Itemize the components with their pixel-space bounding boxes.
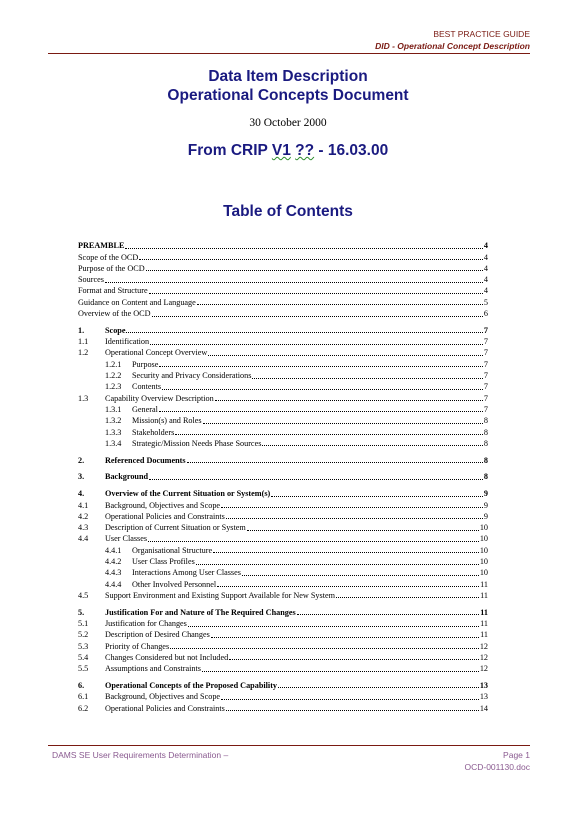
footer-project-label: DAMS SE User Requirements Determination – <box>52 750 229 760</box>
toc-entry-number: 4.5 <box>78 590 89 600</box>
toc-entry-page: 14 <box>479 703 488 713</box>
toc-entry-page: 7 <box>483 348 488 358</box>
toc-entry-number: 1.3.1 <box>105 404 122 414</box>
toc-entry[interactable] <box>78 618 488 629</box>
toc-entry-page: 13 <box>479 680 488 690</box>
toc-entry-title: Sources <box>78 275 104 285</box>
toc-entry[interactable] <box>78 336 488 347</box>
toc-entry-page: 11 <box>480 619 488 628</box>
toc-dot-leader <box>215 399 483 401</box>
toc-entry-title: Referenced Documents <box>105 455 186 465</box>
toc-entry[interactable] <box>78 415 488 426</box>
toc-entry-page: 7 <box>483 325 488 335</box>
toc-entry-number: 5.5 <box>78 664 89 674</box>
toc-entry[interactable] <box>78 251 488 262</box>
toc-entry-page: 10 <box>479 557 488 567</box>
toc-entry-number: 5.3 <box>78 641 89 651</box>
toc-entry-title: Guidance on Content and Language <box>78 297 196 307</box>
toc-entry[interactable] <box>78 358 488 369</box>
toc-entry-page: 7 <box>483 382 488 392</box>
toc-entry-number: 4.2 <box>78 511 89 521</box>
source-version-heading <box>0 142 576 160</box>
toc-entry[interactable] <box>78 240 488 251</box>
toc-entry-number: 4.4.2 <box>105 557 122 567</box>
toc-entry-page: 13 <box>479 692 488 702</box>
toc-entry-title: Operational Concept Overview <box>105 348 208 358</box>
toc-entry-page: 4 <box>483 275 488 285</box>
toc-entry-number: 1.3.2 <box>105 416 122 426</box>
toc-entry-number: 5.1 <box>78 619 89 628</box>
toc-entry-title: Priority of Changes <box>105 641 170 651</box>
toc-entry-title: Purpose of the OCD <box>78 263 145 273</box>
toc-entry-page: 4 <box>483 263 488 273</box>
toc-entry-page: 7 <box>483 404 488 414</box>
toc-dot-leader <box>226 709 479 711</box>
toc-entry[interactable] <box>78 325 488 336</box>
toc-entry[interactable] <box>78 590 488 601</box>
toc-entry[interactable] <box>78 578 488 589</box>
toc-entry-page: 10 <box>479 523 488 533</box>
toc-entry[interactable] <box>78 606 488 617</box>
toc-entry[interactable] <box>78 544 488 555</box>
toc-entry-title: Stakeholders <box>132 427 175 437</box>
toc-entry-title: Scope of the OCD <box>78 252 139 262</box>
toc-entry-title: Security and Privacy Considerations <box>132 371 252 381</box>
toc-dot-leader <box>188 625 479 627</box>
toc-entry-title: Background, Objectives and Scope <box>105 500 221 510</box>
toc-entry[interactable] <box>78 370 488 381</box>
footer-filename: OCD-001130.doc <box>464 762 530 772</box>
toc-entry[interactable] <box>78 629 488 640</box>
toc-entry[interactable] <box>78 511 488 522</box>
toc-entry[interactable] <box>78 691 488 702</box>
toc-entry-number: 5. <box>78 607 85 617</box>
toc-entry-title: Support Environment and Existing Support Available for New System <box>105 590 335 600</box>
toc-dot-leader <box>229 658 479 660</box>
toc-dot-leader <box>148 540 479 542</box>
toc-entry[interactable] <box>78 680 488 691</box>
toc-dot-leader <box>262 444 483 446</box>
toc-entry-title: Strategic/Mission Needs Phase Sources <box>132 438 262 448</box>
toc-entry-number: 4.1 <box>78 500 89 510</box>
toc-entry[interactable] <box>78 567 488 578</box>
toc-entry[interactable] <box>78 499 488 510</box>
toc-entry[interactable] <box>78 488 488 499</box>
document-subtitle: Operational Concepts Document <box>167 87 409 104</box>
version-spellcheck-word: V1 <box>271 142 291 159</box>
toc-entry-number: 4.3 <box>78 523 89 533</box>
toc-entry-title: Scope <box>105 325 126 335</box>
toc-entry-title: Operational Policies and Constraints <box>105 511 225 521</box>
toc-dot-leader <box>196 563 479 565</box>
toc-dot-leader <box>213 551 479 553</box>
toc-entry-page: 11 <box>480 607 488 617</box>
toc-entry-page: 7 <box>483 337 488 347</box>
toc-entry-title: Overview of the OCD <box>78 309 151 319</box>
toc-dot-leader <box>105 281 483 283</box>
toc-entry-title: Mission(s) and Roles <box>132 416 202 426</box>
toc-entry-page: 11 <box>480 630 488 640</box>
toc-entry-title: Interactions Among User Classes <box>132 568 241 578</box>
toc-entry-page: 8 <box>483 416 488 426</box>
toc-entry-number: 1. <box>78 325 85 335</box>
toc-entry-page: 4 <box>483 252 488 262</box>
table-of-contents <box>78 240 488 714</box>
toc-dot-leader <box>162 388 483 390</box>
toc-entry[interactable] <box>78 296 488 307</box>
toc-entry[interactable] <box>78 285 488 296</box>
toc-entry-title: Background, Objectives and Scope <box>105 692 221 702</box>
toc-entry[interactable] <box>78 640 488 651</box>
toc-entry-page: 7 <box>483 359 488 369</box>
toc-entry-title: Organisational Structure <box>132 545 213 555</box>
toc-entry-page: 8 <box>483 455 488 465</box>
toc-entry-page: 4 <box>483 286 488 296</box>
toc-dot-leader <box>203 422 483 424</box>
toc-dot-leader <box>336 596 479 598</box>
toc-entry-page: 11 <box>480 579 488 589</box>
toc-entry-page: 4 <box>483 241 488 251</box>
toc-entry-title: Format and Structure <box>78 286 148 296</box>
toc-entry-page: 5 <box>483 297 488 307</box>
toc-entry[interactable] <box>78 392 488 403</box>
toc-dot-leader <box>252 377 483 379</box>
toc-entry[interactable] <box>78 533 488 544</box>
toc-entry[interactable] <box>78 347 488 358</box>
toc-entry-number: 4.4.1 <box>105 545 122 555</box>
toc-dot-leader <box>159 410 483 412</box>
toc-dot-leader <box>217 585 479 587</box>
toc-dot-leader <box>271 495 483 497</box>
toc-entry-page: 9 <box>483 511 488 521</box>
document-title: Data Item Description <box>208 68 368 85</box>
toc-entry[interactable] <box>78 308 488 319</box>
toc-entry-number: 3. <box>78 472 85 482</box>
toc-entry-page: 7 <box>483 393 488 403</box>
toc-entry-number: 4.4.4 <box>105 579 122 589</box>
toc-entry-title: Contents <box>132 382 162 392</box>
toc-entry-number: 2. <box>78 455 85 465</box>
toc-entry-number: 1.2.1 <box>105 359 122 369</box>
toc-dot-leader <box>221 698 479 700</box>
toc-entry-title: Description of Current Situation or System <box>105 523 246 533</box>
version-unknown-marker: ?? <box>295 142 315 159</box>
toc-entry-title: Operational Concepts of the Proposed Capability <box>105 680 278 690</box>
toc-entry-title: User Class Profiles <box>132 557 195 567</box>
toc-dot-leader <box>149 478 483 480</box>
toc-entry-title: General <box>132 404 158 414</box>
toc-entry-page: 8 <box>483 427 488 437</box>
toc-dot-leader <box>202 670 479 672</box>
toc-entry[interactable] <box>78 426 488 437</box>
toc-entry-number: 1.3.4 <box>105 438 122 448</box>
toc-entry-number: 5.4 <box>78 652 89 662</box>
toc-entry-number: 5.2 <box>78 630 89 640</box>
toc-entry-page: 10 <box>479 568 488 578</box>
header-rule <box>48 53 530 54</box>
toc-entry[interactable] <box>78 702 488 713</box>
toc-entry-title: Justification for Changes <box>105 619 187 628</box>
toc-entry-title: Assumptions and Constraints <box>105 664 201 674</box>
toc-dot-leader <box>149 292 483 294</box>
toc-entry[interactable] <box>78 471 488 482</box>
toc-entry-title: Identification <box>105 337 150 347</box>
footer-rule <box>48 745 530 746</box>
toc-dot-leader <box>211 636 479 638</box>
toc-dot-leader <box>146 269 483 271</box>
toc-entry-page: 8 <box>483 472 488 482</box>
toc-entry-number: 1.3 <box>78 393 89 403</box>
document-date: 30 October 2000 <box>249 117 327 129</box>
toc-entry[interactable] <box>78 381 488 392</box>
toc-dot-leader <box>159 365 483 367</box>
toc-entry-page: 12 <box>479 664 488 674</box>
source-prefix: From CRIP <box>187 142 272 159</box>
toc-entry-number: 4.4.3 <box>105 568 122 578</box>
toc-entry-page: 11 <box>480 590 488 600</box>
toc-entry-title: Changes Considered but not Included <box>105 652 229 662</box>
toc-entry-number: 1.3.3 <box>105 427 122 437</box>
toc-entry-title: Background <box>105 472 149 482</box>
toc-dot-leader <box>187 461 483 463</box>
toc-dot-leader <box>175 433 483 435</box>
toc-entry-page: 12 <box>479 641 488 651</box>
toc-dot-leader <box>150 343 483 345</box>
toc-entry-page: 7 <box>483 371 488 381</box>
toc-dot-leader <box>221 506 483 508</box>
toc-dot-leader <box>247 529 479 531</box>
toc-entry-number: 1.2.2 <box>105 371 122 381</box>
toc-dot-leader <box>170 647 479 649</box>
toc-entry-title: Purpose <box>132 359 159 369</box>
toc-entry-title: PREAMBLE <box>78 241 125 251</box>
toc-entry-page: 8 <box>483 438 488 448</box>
toc-entry[interactable] <box>78 274 488 285</box>
toc-entry-title: Capability Overview Description <box>105 393 214 403</box>
toc-entry-page: 12 <box>479 652 488 662</box>
toc-entry-number: 1.1 <box>78 337 89 347</box>
toc-dot-leader <box>139 258 483 260</box>
toc-entry[interactable] <box>78 438 488 449</box>
toc-dot-leader <box>197 303 483 305</box>
toc-heading: Table of Contents <box>223 203 353 220</box>
toc-dot-leader <box>208 354 483 356</box>
toc-entry-title: Operational Policies and Constraints <box>105 703 225 713</box>
header-document-label: DID - Operational Concept Description <box>375 41 530 51</box>
toc-entry-number: 4.4 <box>78 534 89 544</box>
header-guide-label: BEST PRACTICE GUIDE <box>433 29 530 39</box>
toc-entry-page: 9 <box>483 489 488 499</box>
toc-entry-page: 10 <box>479 545 488 555</box>
toc-entry-number: 1.2 <box>78 348 89 358</box>
toc-dot-leader <box>125 247 483 249</box>
toc-entry-page: 6 <box>483 309 488 319</box>
source-date: - 16.03.00 <box>314 142 389 159</box>
toc-entry-title: Description of Desired Changes <box>105 630 210 640</box>
toc-entry-number: 6.2 <box>78 703 89 713</box>
toc-entry-page: 10 <box>479 534 488 544</box>
toc-entry-title: Justification For and Nature of The Required Changes <box>105 607 296 617</box>
toc-entry-title: Overview of the Current Situation or System(s) <box>105 489 271 499</box>
toc-dot-leader <box>226 517 483 519</box>
toc-entry[interactable] <box>78 404 488 415</box>
toc-entry[interactable] <box>78 522 488 533</box>
toc-entry-title: User Classes <box>105 534 148 544</box>
toc-dot-leader <box>242 574 479 576</box>
toc-entry[interactable] <box>78 454 488 465</box>
toc-entry-number: 6.1 <box>78 692 89 702</box>
toc-dot-leader <box>126 331 482 333</box>
toc-entry[interactable] <box>78 556 488 567</box>
toc-entry-number: 6. <box>78 680 85 690</box>
toc-dot-leader <box>297 613 480 615</box>
toc-dot-leader <box>152 315 483 317</box>
toc-entry-number: 4. <box>78 489 85 499</box>
toc-entry-title: Other Involved Personnel <box>132 579 217 589</box>
toc-entry[interactable] <box>78 663 488 674</box>
toc-dot-leader <box>278 686 479 688</box>
toc-entry[interactable] <box>78 263 488 274</box>
toc-entry-number: 1.2.3 <box>105 382 122 392</box>
toc-entry[interactable] <box>78 652 488 663</box>
toc-entry-page: 9 <box>483 500 488 510</box>
footer-page-number: Page 1 <box>503 750 530 760</box>
